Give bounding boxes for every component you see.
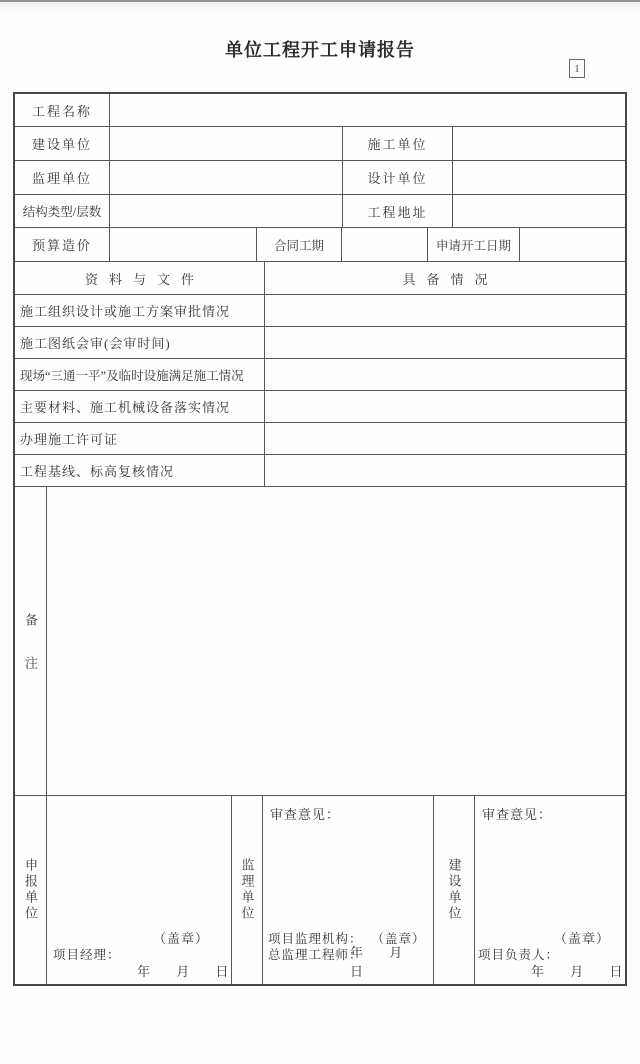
checklist-row: [15, 423, 625, 455]
owner-opinion-label: 审查意见：: [482, 807, 553, 822]
page-title: 单位工程开工申请报告: [225, 40, 415, 60]
budget-cost-label: 预算造价: [15, 228, 110, 261]
applicant-signature-area[interactable]: [47, 796, 232, 984]
project-leader-label: 项目负责人：: [478, 948, 560, 962]
row-budget-period-date: [15, 228, 625, 262]
design-unit-label: 设计单位: [343, 161, 453, 194]
row-structure-address: [15, 195, 625, 228]
owner-unit-side-label: 建设单位: [434, 796, 475, 984]
checklist-item-label: 施工图纸会审(会审时间): [15, 327, 265, 358]
project-address-label: 工程地址: [343, 195, 453, 227]
remarks-field[interactable]: [47, 487, 625, 795]
row-project-name: [15, 94, 625, 127]
checklist-item-label: 施工组织设计或施工方案审批情况: [15, 295, 265, 326]
checklist-row: [15, 295, 625, 327]
supervisor-seal-label: （盖章）: [371, 932, 426, 946]
checklist-item-field[interactable]: [265, 423, 625, 454]
project-name-field[interactable]: [110, 94, 625, 126]
chief-engineer-label: 总监理工程师：: [268, 948, 363, 962]
requested-start-date-field[interactable]: [520, 228, 625, 261]
structure-type-label: 结构类型/层数: [15, 195, 110, 227]
checklist-row: [15, 391, 625, 423]
contractor-unit-label: 施工单位: [343, 127, 453, 160]
page-number-badge: 1: [569, 59, 585, 78]
budget-cost-field[interactable]: [110, 228, 257, 261]
applicant-date-line: 年 月 日: [137, 964, 231, 979]
checklist-row: [15, 327, 625, 359]
checklist-item-label: 办理施工许可证: [15, 423, 265, 454]
remarks-label: 备注: [15, 487, 47, 795]
checklist-item-field[interactable]: [265, 455, 625, 486]
checklist-item-label: 主要材料、施工机械设备落实情况: [15, 391, 265, 422]
owner-review-area[interactable]: [475, 796, 625, 984]
application-form-table: [13, 92, 627, 986]
applicant-unit-side-label: 申报单位: [15, 796, 47, 984]
checklist-row: [15, 455, 625, 487]
supervision-unit-side-label: 监理单位: [232, 796, 263, 984]
construction-unit-label: 建设单位: [15, 127, 110, 160]
project-manager-label: 项目经理：: [53, 948, 121, 962]
checklist-row: [15, 359, 625, 391]
checklist-item-label: 工程基线、标高复核情况: [15, 455, 265, 486]
checklist-item-field[interactable]: [265, 359, 625, 390]
checklist-item-field[interactable]: [265, 327, 625, 358]
checklist-item-label: 现场“三通一平”及临时设施满足施工情况: [15, 359, 265, 390]
supervision-unit-label: 监理单位: [15, 161, 110, 194]
remarks-row: [15, 487, 625, 796]
signature-row: [15, 796, 625, 984]
supervisor-date-line: 年 月 日: [350, 945, 405, 979]
contractor-unit-field[interactable]: [453, 127, 625, 160]
project-address-field[interactable]: [453, 195, 625, 227]
checklist-documents-header: 资料与文件: [15, 262, 265, 294]
supervisor-opinion-label: 审查意见：: [270, 807, 341, 822]
contract-period-label: 合同工期: [257, 228, 342, 261]
contract-period-field[interactable]: [342, 228, 428, 261]
supervision-unit-field[interactable]: [110, 161, 343, 194]
applicant-seal-label: （盖章）: [153, 931, 210, 946]
structure-type-field[interactable]: [110, 195, 343, 227]
checklist-item-field[interactable]: [265, 391, 625, 422]
checklist-header-row: [15, 262, 625, 295]
construction-unit-field[interactable]: [110, 127, 343, 160]
row-construction-contractor: [15, 127, 625, 161]
project-name-label: 工程名称: [15, 94, 110, 126]
requested-start-date-label: 申请开工日期: [428, 228, 520, 261]
row-supervision-design: [15, 161, 625, 195]
checklist-item-field[interactable]: [265, 295, 625, 326]
checklist-status-header: 具备情况: [402, 271, 499, 287]
owner-date-line: 年 月 日: [531, 964, 625, 979]
owner-seal-label: （盖章）: [554, 931, 611, 946]
design-unit-field[interactable]: [453, 161, 625, 194]
supervisor-review-area[interactable]: [263, 796, 434, 984]
supervision-org-label: 项目监理机构：: [268, 932, 363, 946]
